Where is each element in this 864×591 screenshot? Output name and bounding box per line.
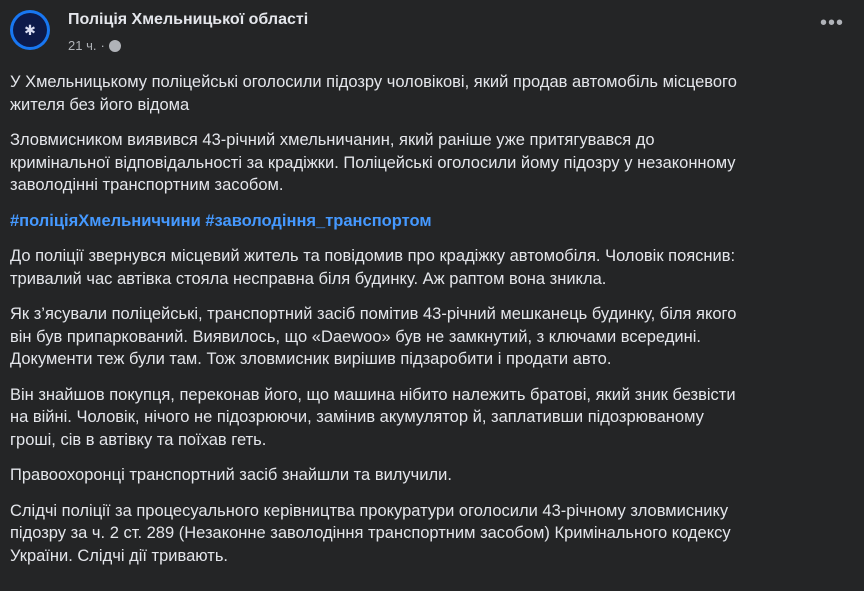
paragraph — [10, 464, 854, 487]
text-line: Слідчі поліції за процесуального керівництва прокуратури оголосили 43-річному зловмиснику — [10, 501, 729, 520]
text-line: У Хмельницькому поліцейські оголосили підозру чоловікові, який продав автомобіль місцевого — [10, 73, 737, 91]
hashtags — [10, 210, 854, 233]
text-line: України. Слідчі дії тривають. — [10, 546, 228, 565]
text-line: Зловмисником виявився 43-річний хмельничанин, який раніше уже притягувався до — [10, 131, 655, 149]
text-line: він був припаркований. Виявилось, що «Daewoo» був не замкнутий, з ключами всередині. — [10, 327, 701, 346]
paragraph — [10, 500, 854, 568]
text-line: До поліції звернувся місцевий житель та повідомив про крадіжку автомобіля. Чоловік пояснив: — [10, 247, 736, 265]
text-line: кримінальної відповідальності за крадіжки. Поліцейські оголосили йому підозру у незаконному — [10, 153, 736, 172]
text-line: тривалий час автівка стояла несправна біля будинку. Аж раптом вона зникла. — [10, 269, 607, 288]
post-header — [0, 0, 864, 72]
post-time[interactable]: 21 ч. — [68, 38, 97, 53]
paragraph — [10, 129, 854, 197]
paragraph — [10, 245, 854, 290]
page-name[interactable]: Поліція Хмельницької області — [68, 11, 309, 28]
text-line: Правоохоронці транспортний засіб знайшли та вилучили. — [10, 466, 452, 484]
meta-separator: · — [100, 38, 105, 53]
text-line: Він знайшов покупця, переконав його, що машина нібито належить братові, який зник безвісти — [10, 385, 736, 404]
text-line: жителя без його відома — [10, 95, 190, 114]
hashtag-link[interactable]: #поліціяХмельниччини — [10, 211, 201, 230]
paragraph — [10, 384, 854, 452]
text-line: заволодінні транспортним засобом. — [10, 176, 284, 194]
text-line: Документи теж були там. Тож зловмисник вирішив підзаробити і продати авто. — [10, 350, 612, 368]
text-line: Як з’ясували поліцейські, транспортний засіб помітив 43-річний мешканець будинку, біля якого — [10, 305, 737, 323]
page-avatar[interactable] — [10, 10, 50, 50]
more-options-button[interactable]: ••• — [819, 12, 844, 34]
text-line: підозру за ч. 2 ст. 289 (Незаконне заволодіння транспортним засобом) Кримінального кодексу — [10, 524, 731, 542]
post-meta — [68, 38, 121, 53]
post-body — [10, 71, 854, 580]
text-line: гроші, сів в автівку та поїхав геть. — [10, 430, 267, 449]
globe-icon[interactable] — [109, 40, 121, 52]
text-line: на війні. Чоловік, нічого не підозрюючи, замінив акумулятор й, заплативши підозрюваному — [10, 408, 704, 426]
paragraph — [10, 303, 854, 371]
hashtag-link[interactable]: #заволодіння_транспортом — [205, 211, 432, 230]
paragraph-headline — [10, 71, 854, 116]
police-star-logo-icon: ✱ — [13, 13, 47, 47]
